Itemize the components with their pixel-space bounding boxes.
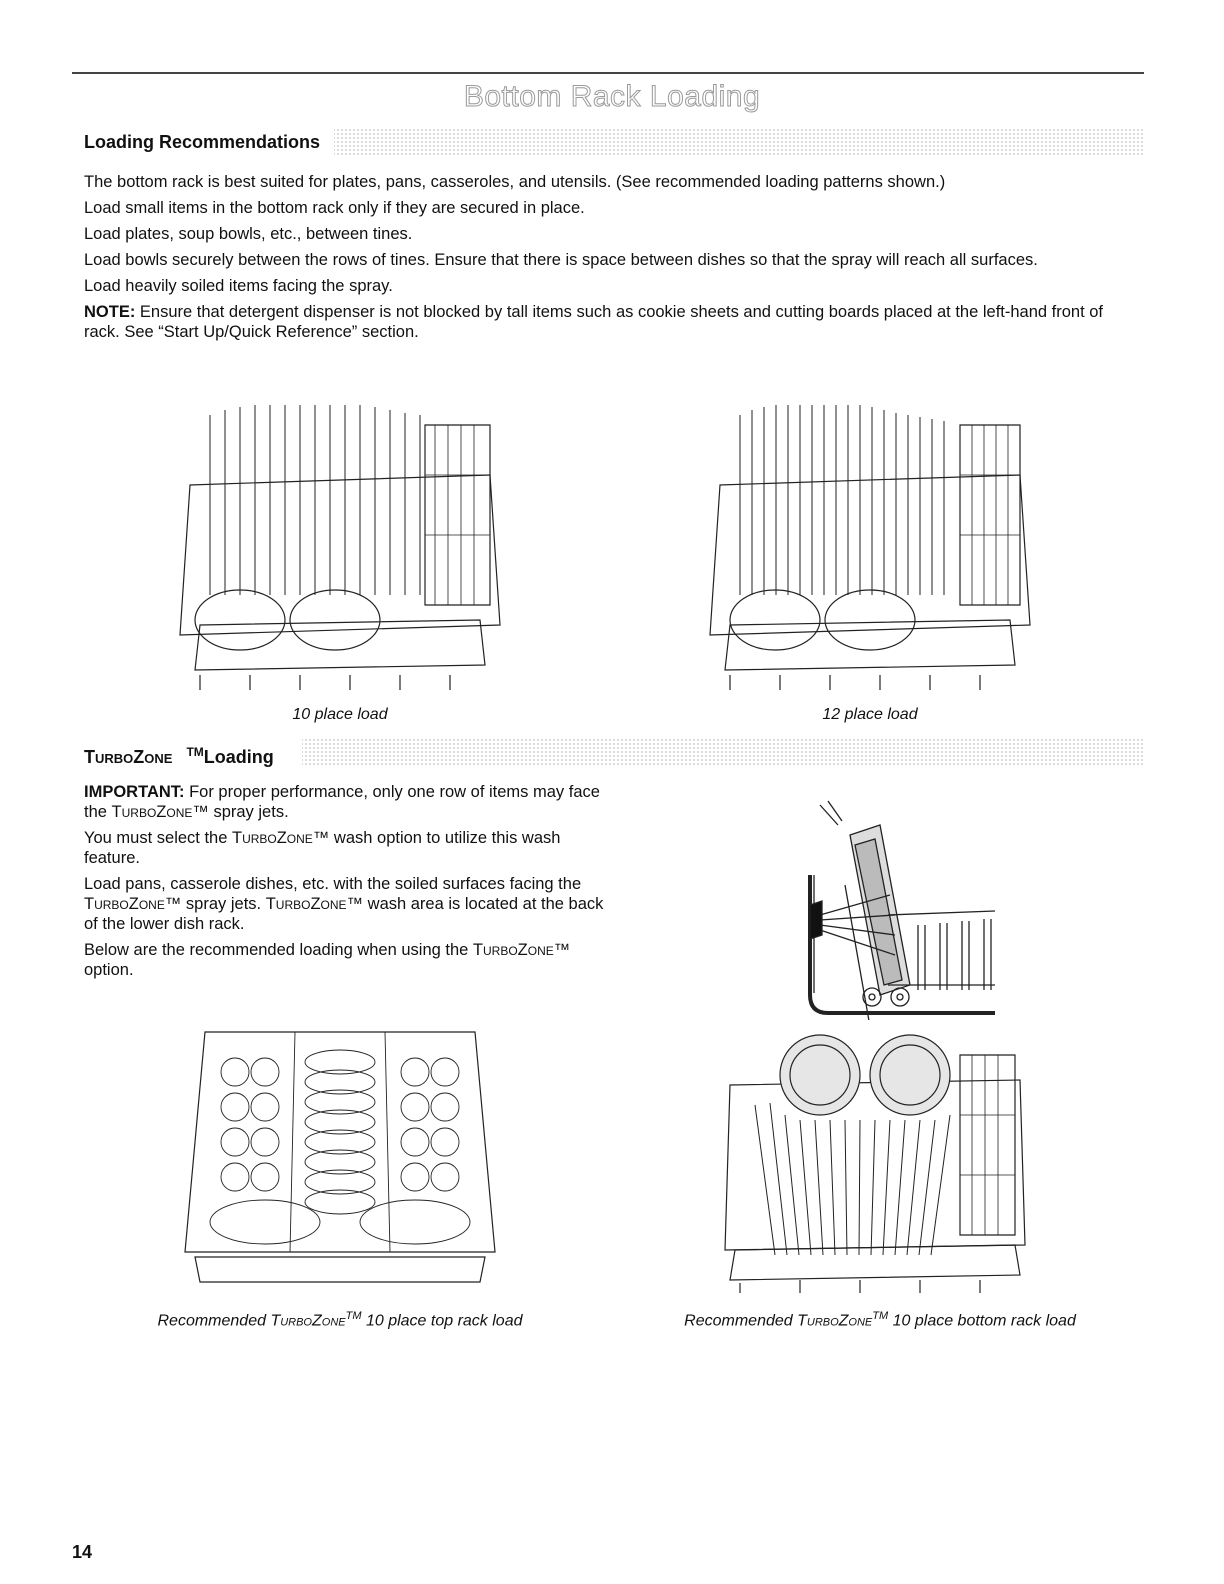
paragraph — [84, 940, 604, 980]
trademark: TM — [186, 745, 204, 759]
note-label: NOTE: — [84, 303, 136, 321]
text: 10 place top rack load — [361, 1312, 523, 1330]
text: wash option to utilize this wash feature. — [84, 829, 561, 867]
brand-text: TurboZone — [84, 895, 165, 913]
brand-text: TurboZone — [231, 829, 313, 847]
ten-place-load-illustration — [170, 395, 510, 695]
text: You must select the — [84, 829, 232, 847]
brand-text: TurboZone — [472, 941, 554, 959]
caption-top-rack-load — [100, 1310, 580, 1330]
text: wash area is located at the back of the lower dish rack. — [84, 895, 604, 933]
paragraph — [84, 828, 604, 868]
note-text: Ensure that detergent dispenser is not blocked by tall items such as cookie sheets and cutting boards placed at the left-hand front of rack. See “Start Up/Quick Reference” section. — [84, 303, 1104, 341]
caption-10-place-load: 10 place load — [292, 706, 388, 723]
trademark: TM — [872, 1310, 889, 1322]
brand-text: TurboZone — [84, 743, 186, 771]
trademark: ™ — [346, 895, 364, 913]
turbozone-top-rack-load-illustration — [175, 1022, 505, 1287]
text: Recommended — [157, 1312, 271, 1330]
loading-recommendations-body — [84, 172, 1134, 348]
paragraph — [84, 874, 604, 934]
text: 10 place bottom rack load — [888, 1312, 1076, 1330]
trademark: TM — [345, 1310, 362, 1322]
heading-rest: Loading — [204, 743, 288, 771]
page-title: Bottom Rack Loading — [463, 80, 761, 113]
trademark: ™ — [164, 895, 182, 913]
text: option. — [84, 961, 134, 979]
brand-text: TurboZone — [265, 895, 347, 913]
trademark: ™ — [553, 941, 571, 959]
text: Load pans, casserole dishes, etc. with the soiled surfaces facing the — [84, 875, 582, 893]
twelve-place-load-illustration — [700, 395, 1040, 695]
text: Recommended — [684, 1312, 798, 1330]
paragraph: Load bowls securely between the rows of tines. Ensure that there is space between dishes so that the spray will reach all surfaces. — [84, 251, 1038, 269]
paragraph: The bottom rack is best suited for plates, pans, casseroles, and utensils. (See recommended loading patterns shown.) — [84, 173, 946, 191]
brand-text: TurboZone — [270, 1312, 346, 1330]
text: For proper performance, only one row of items may face the — [84, 783, 600, 821]
paragraph: Load heavily soiled items facing the spray. — [84, 277, 393, 295]
caption-12-place-load: 12 place load — [822, 706, 918, 723]
turbozone-spray-jets-illustration — [800, 795, 1000, 1020]
section-heading-loading-recommendations — [84, 128, 1144, 156]
important-label: IMPORTANT: — [84, 783, 185, 801]
text: spray jets. — [208, 803, 289, 821]
section-heading-turbozone-loading — [84, 738, 1144, 766]
paragraph: Load small items in the bottom rack only if they are secured in place. — [84, 199, 585, 217]
text: spray jets. — [181, 895, 266, 913]
important-paragraph — [84, 782, 604, 822]
header-rule — [72, 72, 1144, 74]
trademark: ™ — [312, 829, 330, 847]
turbozone-bottom-rack-load-illustration — [715, 1025, 1035, 1295]
section-heading-text — [84, 738, 302, 771]
brand-text: TurboZone — [797, 1312, 873, 1330]
paragraph: Load plates, soup bowls, etc., between tines. — [84, 225, 413, 243]
section-heading-text: Loading Recommendations — [84, 128, 334, 156]
text: Below are the recommended loading when using the — [84, 941, 473, 959]
trademark: ™ — [192, 803, 209, 821]
turbozone-loading-body — [84, 782, 604, 986]
page-number: 14 — [72, 1542, 93, 1562]
note-paragraph — [84, 302, 1134, 342]
brand-text: TurboZone — [111, 803, 193, 821]
caption-bottom-rack-load — [630, 1310, 1130, 1330]
